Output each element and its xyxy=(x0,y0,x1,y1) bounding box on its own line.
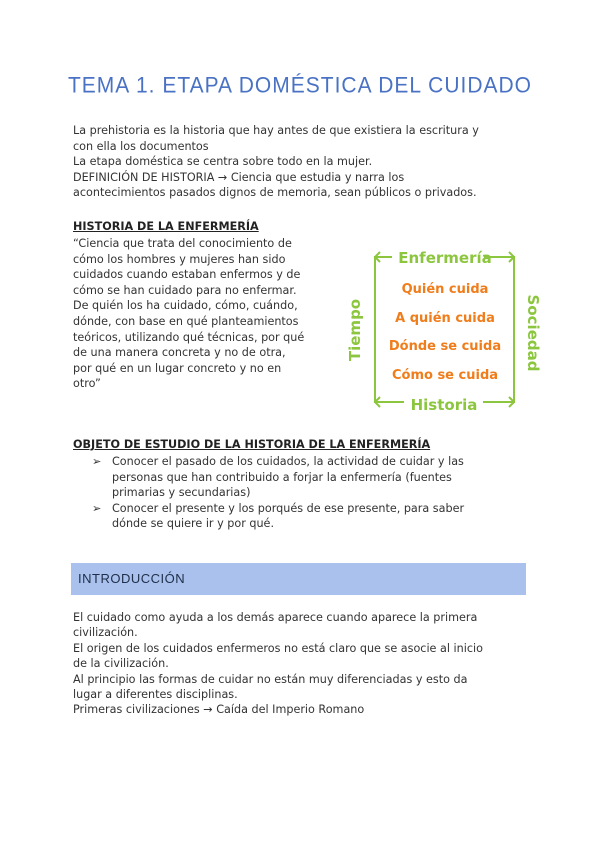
intro-line: DEFINICIÓN DE HISTORIA → Ciencia que estudia y narra los xyxy=(73,170,405,184)
intro-line: con ella los documentos xyxy=(73,139,209,153)
intro-line: La etapa doméstica se centra sobre todo en la mujer. xyxy=(73,155,373,168)
quote-line: cuidados cuando estaban enfermos y de xyxy=(73,268,301,282)
diagram-frame xyxy=(375,252,514,407)
historia-quote xyxy=(73,236,333,392)
quote-line: dónde, con base en qué planteamientos xyxy=(73,314,299,328)
objeto-bullet-list xyxy=(92,454,532,532)
diagram-item: Cómo se cuida xyxy=(391,368,499,383)
diagram-item: Dónde se cuida xyxy=(388,339,502,354)
arrow-bullet-icon: ➢ xyxy=(92,501,102,515)
diagram-item: Quién cuida xyxy=(401,282,489,297)
section-line: lugar a diferentes disciplinas. xyxy=(73,688,238,702)
bullet-line: personas que han contribuido a forjar la enfermería (fuentes xyxy=(112,470,452,484)
quote-line: otro” xyxy=(73,377,101,391)
diagram-right-label: Sociedad xyxy=(524,294,542,372)
intro-line: acontecimientos pasados dignos de memoria, sean públicos o privados. xyxy=(73,186,477,199)
section-title: INTRODUCCIÓN xyxy=(78,571,186,586)
bullet-line: Conocer el presente y los porqués de ese presente, para saber xyxy=(112,501,465,515)
diagram-left-label: Tiempo xyxy=(346,298,364,362)
quote-line: De quién los ha cuidado, cómo, cuándo, xyxy=(73,299,298,313)
section-line: El cuidado como ayuda a los demás aparece cuando aparece la primera xyxy=(73,611,478,624)
diagram-top-label: Enfermería xyxy=(398,249,492,267)
diagram-item: A quién cuida xyxy=(395,311,495,326)
quote-line: de una manera concreta y no de otra, xyxy=(73,346,286,360)
section-line: civilización. xyxy=(73,626,138,640)
section-line: El origen de los cuidados enfermeros no está claro que se asocie al inicio xyxy=(73,641,483,655)
quote-line: por qué en un lugar concreto y no en xyxy=(73,361,282,375)
quote-line: teóricos, utilizando qué técnicas, por qué xyxy=(73,330,305,344)
bullet-line: dónde se quiere ir y por qué. xyxy=(112,517,274,531)
bullet-line: Conocer el pasado de los cuidados, la actividad de cuidar y las xyxy=(112,455,464,468)
section-line: Primeras civilizaciones → Caída del Imperio Romano xyxy=(73,703,365,717)
nursing-history-diagram xyxy=(342,238,546,418)
page-title: TEMA 1. ETAPA DOMÉSTICA DEL CUIDADO xyxy=(67,73,533,98)
bullet-line: primarias y secundarias) xyxy=(112,486,251,500)
list-item xyxy=(92,501,532,532)
intro-paragraph xyxy=(73,123,533,201)
quote-line: cómo los hombres y mujeres han sido xyxy=(73,252,286,266)
section-header-band xyxy=(71,563,526,595)
section-line: de la civilización. xyxy=(73,657,169,671)
introduccion-paragraph xyxy=(73,610,533,718)
objeto-heading: OBJETO DE ESTUDIO DE LA HISTORIA DE LA ENFERMERÍA xyxy=(73,438,431,451)
historia-heading: HISTORIA DE LA ENFERMERÍA xyxy=(73,220,259,233)
quote-line: “Ciencia que trata del conocimiento de xyxy=(73,237,292,250)
quote-line: cómo se han cuidado para no enfermar. xyxy=(73,283,297,297)
intro-line: La prehistoria es la historia que hay antes de que existiera la escritura y xyxy=(73,124,479,137)
diagram-bottom-label: Historia xyxy=(410,396,478,414)
arrow-bullet-icon: ➢ xyxy=(92,455,102,468)
list-item xyxy=(92,454,532,501)
section-line: Al principio las formas de cuidar no están muy diferenciadas y esto da xyxy=(73,672,468,686)
